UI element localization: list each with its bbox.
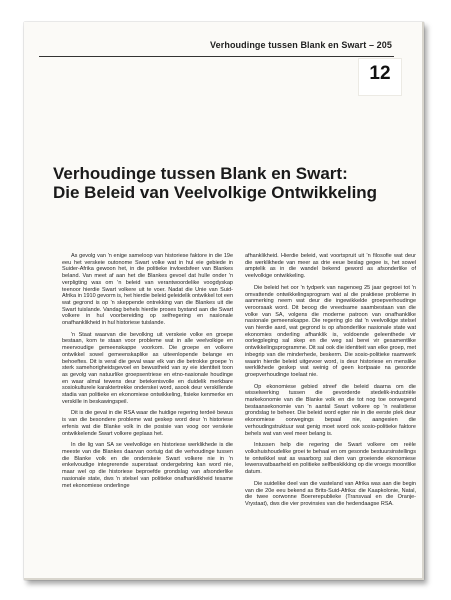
chapter-title-line-2: Die Beleid van Veelvolkige Ontwikkeling [53, 183, 378, 202]
paragraph: Intussen help die regering die Swart volkere om reële volkshuishoudelike groei te behaal en om gesonde bestuursinstellings te ontwikkel wat as waarborg sal dien van groeiende ekonomiese lewensvatbaarheid en politieke selfbeskikking op die vroegs moontlike datum. [245, 442, 416, 476]
chapter-number: 12 [369, 63, 391, 84]
paragraph: 'n Staat waarvan die bevolking uit verskeie volke en groepe bestaan, kom te staan voor probleme wat in alle veelvolkige en meervoudige gemeenskappe voorkom. Die groepe en volkere ontwikkel sowel gemeenskaplike as uiteenlopende belange en behoeftes. Dit is veral die geval waar elk van die betrokke groepe 'n sterk samehorigheidsgevoel en bewustheid van sy eie identiteit toon as gevolg van natuurlike groepsentriese en etno-nasionale houdinge en waar almal tewens deur betekenisvolle en duidelik merkbare sosiokulturele karaktertrekke onderskei word, asook deur verskillende stadia van politieke en ekonomiese ontwikkeling, fisieke kenmerke en verskille in beskawingspeil. [62, 331, 233, 405]
chapter-title [53, 164, 413, 202]
paragraph: In die lig van SA se veelvolkige en historiese werklikhede is die meeste van die Blankes daarvan oortuig dat die verhoudinge tussen die Blanke volk en die onderskeie Swart volkere nie in 'n enkelvoudige integrerende superstaat ondergebring kan word nie, maar wel op die historiese beproefde grondslag van afsonderlike nasionale state, dws 'n stelsel van politieke onafhanklikheid tesame met ekonomiese onderlinge [62, 442, 233, 489]
paragraph: Die beleid het oor 'n tydperk van nagenoeg 25 jaar gegroei tot 'n omvattende ontwikkelingsprogram wat al die praktiese probleme in aanmerking neem wat deur die ingewikkelde groepverhoudinge veroorsaak word. Dit beoog die vreedsame saambestaan van die volke van SA, volgens die moderne patroon van onafhanklike nasionale gemeenskappe. Die regering glo dat 'n veelvolkige stelsel van hierdie aard, wat gegrond is op afsonderlike nasionale state wat ekonomies onderling afhanklik is, voldoende geleenthede vir oorlegpleging sal skep en die weg sal berei vir gesamentlike ontwikkelingsprogramme. Dit sal ook die identiteit van elke groep, met inbegrip van die minderhede, beskerm. Die sosio-politieke raamwerk waarin hierdie beleid uitgevoer word, is deur historiese en menslike werklikhede geskep wat weinig of geen kortpaaie na gesonde groepverhoudinge toelaat nie. [245, 284, 416, 378]
header-rule [39, 56, 394, 57]
book-page [24, 22, 424, 580]
paragraph: As gevolg van 'n enige sameloop van historiese faktore in die 19e eeu het verskeie outonome Swart volke wat in hul eie gebiede in Suider-Afrika gewoon het, in die politieke invloedsfeer van Blankes beland. Van meet af aan het die Blankes gevoel dat hulle onder 'n verpligting was om 'n beleid van verantwoordelike voogdyskap teenoor hierdie Swart volkere uit te voer. Nadat die Unie van Suid-Afrika in 1910 gevorm is, het hierdie beleid geleidelik ontwikkel tot een wat gegrond is op 'n skeppende ontrekking van die Blankes uit die Swart tuislande. Vandag behels hierdie proses bystand aan die Swart volkere in hul voorbereiding op selfregering en nasionale onafhanklikheid in hul historiese tuislande. [62, 253, 233, 327]
left-text-column [62, 253, 233, 494]
paragraph: Op ekonomiese gebied streef die beleid daarna om die wisselwerking tussen die gevorderde stedelik-industriële markekonomie van die Blanke volk en die tot nog toe oorwegend bestaansekonomie van 'n aantal Swart volkere op 'n realistiese grondslag te beheer. Die beleid word egter nie in die eerste plek deur ekonomiese oorwegings bepaal nie, aangesien die verhoudingstruktuur wat genig moet word ook sosio-politieke faktore behels wat van veel meer belang is. [245, 383, 416, 437]
running-head: Verhoudinge tussen Blank en Swart – 205 [210, 40, 392, 50]
paragraph: Dit is die geval in die RSA waar die huidige regering terdeë bewus is van die besondere probleme wat geskep word deur 'n historiese erfenis wat die Blanke volk in die posisie van voog oor verskeie ontwikkelende Swart volkere geplaas het. [62, 410, 233, 437]
paragraph: Die suidelike deel van die vasteland van Afrika was aan die begin van die 20e eeu bekend as Brits-Suid-Afrika: die Kaapkolonie, Natal, die twee oorwonne Boererepublieke (Transvaal en die Oranje-Vrystaat), dws die vier provinsies van die hedendaagse RSA. [245, 480, 416, 507]
paragraph: afhanklikheid. Hierdie beleid, wat voortspruit uit 'n filosofie wat deur die werklikhede van meer as drie eeue beslag gegee is, het sowel amptelik as in die wandel bekend geword as afsonderlike of veelvolkige ontwikkeling. [245, 253, 416, 280]
right-text-column [245, 253, 416, 513]
chapter-title-line-1: Verhoudinge tussen Blank en Swart: [53, 164, 348, 183]
chapter-number-box [358, 58, 402, 96]
